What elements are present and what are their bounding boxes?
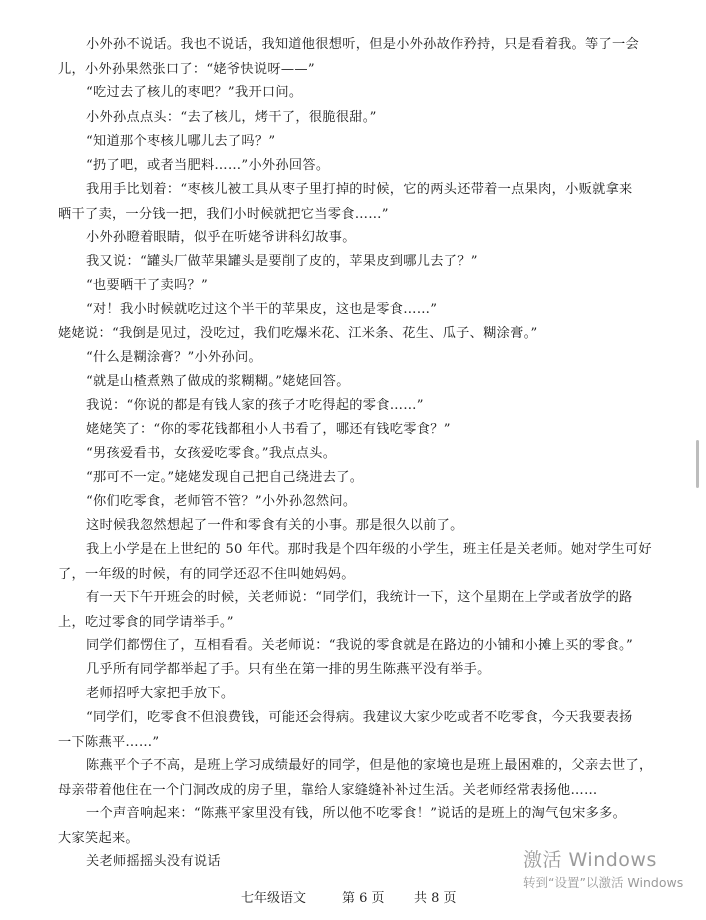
footer-page-number: 第 6 页 xyxy=(342,891,385,906)
paragraph-line: 一下陈燕平……” xyxy=(58,735,160,750)
paragraph xyxy=(58,345,648,370)
paragraph-line: 儿，小外孙果然张口了：“姥爷快说呀——” xyxy=(58,62,315,77)
paragraph xyxy=(58,801,648,851)
paragraph xyxy=(58,657,648,682)
paragraph xyxy=(58,32,648,82)
paragraph xyxy=(58,585,648,635)
paragraph xyxy=(58,537,652,587)
paragraph-line: 我又说：“罐头厂做苹果罐头是要削了皮的，苹果皮到哪儿去了？” xyxy=(86,254,478,269)
paragraph xyxy=(58,273,648,298)
paragraph-line: “扔了吧，或者当肥料……”小外孙回答。 xyxy=(86,158,330,173)
paragraph-line: 我上小学是在上世纪的 50 年代。那时我是个四年级的小学生，班主任是关老师。她对学生可好 xyxy=(86,542,652,557)
paragraph-line: 有一天下午开班会的时候，关老师说：“同学们，我统计一下，这个星期在上学或者放学的路 xyxy=(86,590,633,605)
paragraph-line: “也要晒干了卖吗？” xyxy=(86,278,208,293)
paragraph xyxy=(58,705,648,755)
windows-activation-subtitle: 转到“设置”以激活 Windows xyxy=(523,875,684,890)
paragraph xyxy=(58,633,648,658)
paragraph-line: “对！我小时候就吃过这个半干的苹果皮，这也是零食……” xyxy=(86,302,438,317)
paragraph-line: “男孩爱看书，女孩爱吃零食。”我点点头。 xyxy=(86,446,337,461)
paragraph xyxy=(58,321,648,346)
paragraph-line: 姥姥笑了：“你的零花钱都租小人书看了，哪还有钱吃零食？” xyxy=(86,422,451,437)
paragraph-line: 一个声音响起来：“陈燕平家里没有钱，所以他不吃零食！”说话的是班上的淘气包宋多多。 xyxy=(86,806,627,821)
paragraph-line: 小外孙不说话。我也不说话，我知道他很想听，但是小外孙故作矜持，只是看着我。等了一会 xyxy=(86,37,639,52)
paragraph-line: 姥姥说：“我倒是见过，没吃过，我们吃爆米花、江米条、花生、瓜子、糊涂膏。” xyxy=(58,326,538,341)
paragraph-line: 母亲带着他住在一个门洞改成的房子里，靠给人家缝缝补补过生活。关老师经常表扬他…… xyxy=(58,783,598,798)
paragraph xyxy=(58,177,648,227)
paragraph-line: 我用手比划着：“枣核儿被工具从枣子里打掉的时候，它的两头还带着一点果肉，小贩就拿来 xyxy=(86,182,633,197)
paragraph-line: 同学们都愣住了，互相看看。关老师说：“我说的零食就是在路边的小铺和小摊上买的零食。” xyxy=(86,638,633,653)
paragraph xyxy=(58,441,648,466)
paragraph-line: 老师招呼大家把手放下。 xyxy=(86,686,235,701)
paragraph xyxy=(58,225,648,250)
paragraph xyxy=(58,753,653,803)
footer-total-pages: 共 8 页 xyxy=(414,891,457,906)
paragraph xyxy=(58,393,648,418)
scrollbar-thumb[interactable] xyxy=(696,440,699,488)
paragraph xyxy=(58,105,648,130)
paragraph-line: “你们吃零食，老师管不管？”小外孙忽然问。 xyxy=(86,494,357,509)
paragraph xyxy=(58,489,648,514)
paragraph-line: “知道那个枣核儿哪儿去了吗？” xyxy=(86,134,276,149)
paragraph xyxy=(58,249,648,274)
paragraph xyxy=(58,513,648,538)
paragraph-line: 晒干了卖，一分钱一把，我们小时候就把它当零食……” xyxy=(58,207,389,222)
paragraph xyxy=(58,80,648,105)
paragraph-line: “那可不一定。”姥姥发现自己把自己绕进去了。 xyxy=(86,470,364,485)
paragraph-line: 上，吃过零食的同学请举手。” xyxy=(58,615,234,630)
paragraph-line: 几乎所有同学都举起了手。只有坐在第一排的男生陈燕平没有举手。 xyxy=(86,662,491,677)
paragraph xyxy=(58,129,648,154)
paragraph-line: 我说：“你说的都是有钱人家的孩子才吃得起的零食……” xyxy=(86,398,424,413)
paragraph-line: 大家笑起来。 xyxy=(58,831,139,846)
paragraph xyxy=(58,369,648,394)
paragraph-line: “吃过去了核儿的枣吧？”我开口问。 xyxy=(86,85,303,100)
paragraph-line: 陈燕平个子不高，是班上学习成绩最好的同学，但是他的家境也是班上最困难的，父亲去世了， xyxy=(86,758,653,773)
paragraph-line: 这时候我忽然想起了一件和零食有关的小事。那是很久以前了。 xyxy=(86,518,464,533)
windows-activation-title: 激活 Windows xyxy=(523,849,657,871)
paragraph xyxy=(58,417,648,442)
paragraph-line: “就是山楂煮熟了做成的浆糊糊。”姥姥回答。 xyxy=(86,374,350,389)
paragraph-line: “同学们，吃零食不但浪费钱，可能还会得病。我建议大家少吃或者不吃零食，今天我要表扬 xyxy=(86,710,633,725)
paragraph-line: 关老师摇摇头没有说话 xyxy=(86,854,221,869)
paragraph-line: 小外孙点点头：“去了核儿，烤干了，很脆很甜。” xyxy=(86,110,377,125)
paragraph-line: 小外孙瞪着眼睛，似乎在听姥爷讲科幻故事。 xyxy=(86,230,356,245)
footer-subject: 七年级语文 xyxy=(241,891,307,906)
paragraph xyxy=(58,153,648,178)
paragraph xyxy=(58,297,648,322)
paragraph xyxy=(58,465,648,490)
paragraph xyxy=(58,681,648,706)
paragraph-line: “什么是糊涂膏？”小外孙问。 xyxy=(86,350,262,365)
paragraph-line: 了，一年级的时候，有的同学还忍不住叫她妈妈。 xyxy=(58,567,355,582)
